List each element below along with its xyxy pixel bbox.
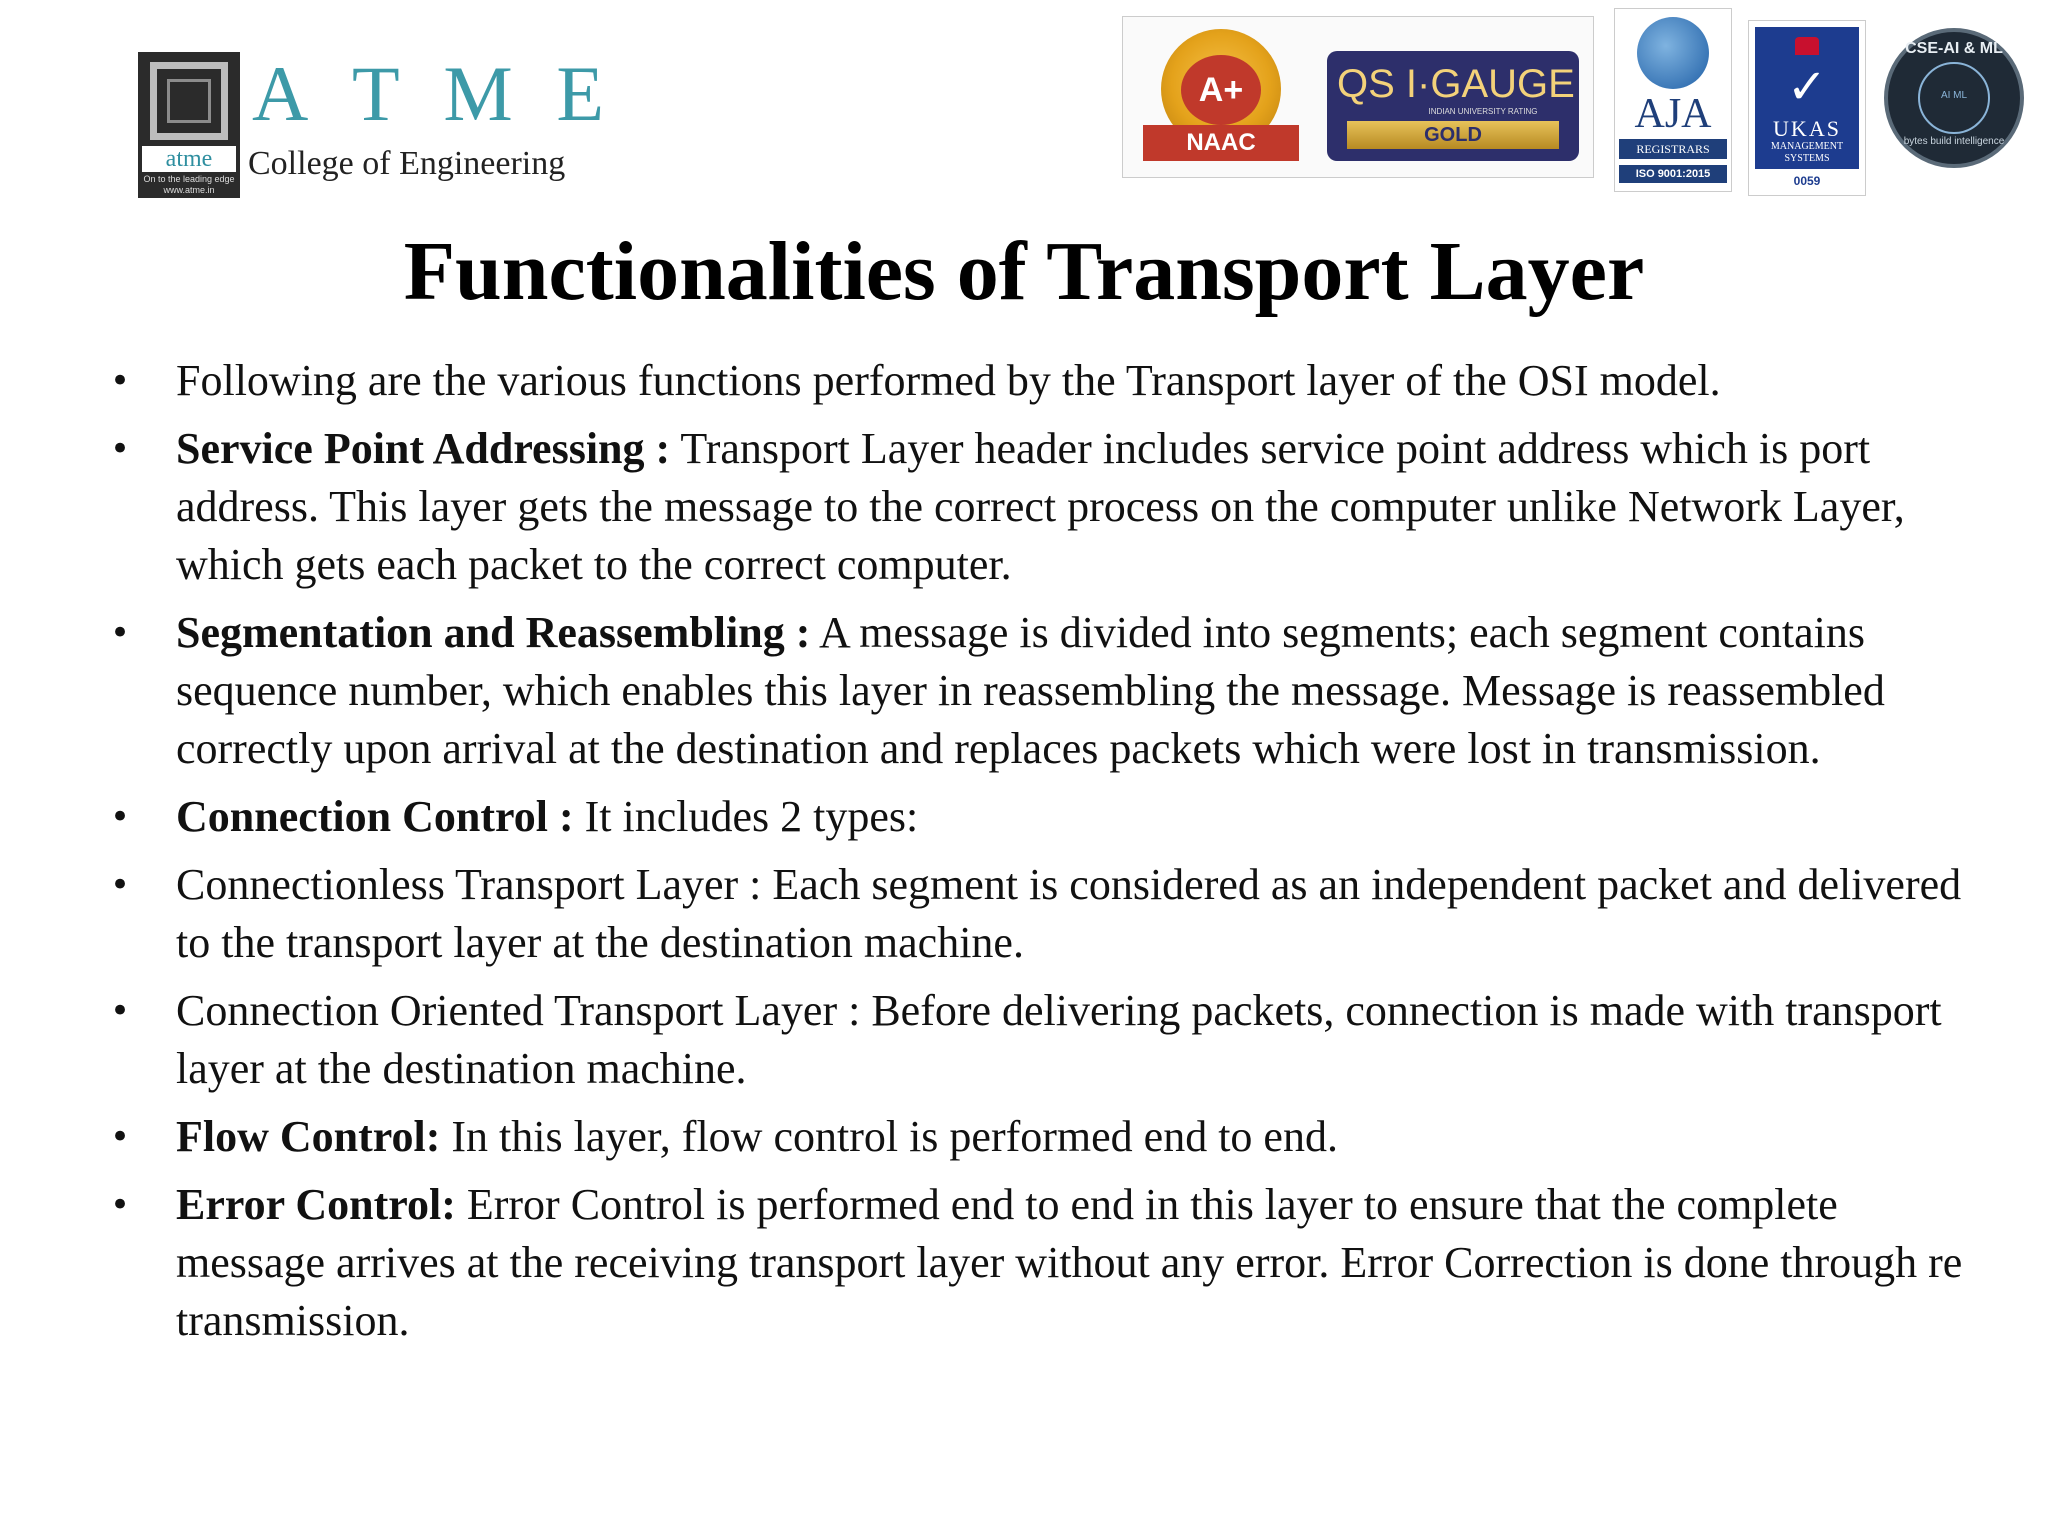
qs-rating: GOLD [1347,121,1559,149]
bullet-text: A message is divided into segments; each segment contains sequence number, which enables this layer in reassembling the message. Message is reassembled correctly upon arrival at the destination and replaces packets which were lost in transmission. [176,608,1885,773]
atme-letter: A [252,50,309,137]
ukas-subtitle: MANAGEMENT SYSTEMS [1770,141,1844,164]
badge-panel [1122,16,1594,178]
ukas-badge [1748,20,1866,196]
bullet-label: Error Control: [176,1180,456,1229]
bullet-icon: • [110,865,131,905]
bullet-icon: • [110,361,131,401]
ukas-number: 0059 [1793,174,1821,188]
accreditation-logos [1122,8,2022,204]
ukas-name: UKAS [1773,116,1841,141]
naac-label: NAAC [1143,125,1299,161]
ukas-panel [1755,27,1859,169]
cse-mid-text: AI ML [1940,90,1968,101]
bullet-item [110,856,1990,972]
bullet-item [110,982,1990,1098]
aja-registrars: REGISTRARS [1619,139,1727,159]
atme-tagline: On to the leading edge www.atme.in [143,174,235,195]
atme-letter: E [556,50,604,137]
bullet-text: Connectionless Transport Layer : Each segment is considered as an independent packet and delivered to the transport layer at the destination machine. [176,860,1962,967]
cse-tagline: bytes build intelligence [1903,136,2005,147]
atme-college-logo [138,50,604,200]
bullet-text: Error Control is performed end to end in this layer to ensure that the complete message arrives at the receiving transport layer without any error. Error Correction is done through re transmission. [176,1180,1963,1345]
crown-icon [1795,37,1819,55]
bullet-icon: • [110,1117,131,1157]
bullet-item [110,420,1990,594]
bullet-icon: • [110,797,131,837]
bullet-text: Connection Oriented Transport Layer : Before delivering packets, connection is made with transport layer at the destination machine. [176,986,1942,1093]
bullet-label: Service Point Addressing : [176,424,671,473]
aja-iso: ISO 9001:2015 [1619,165,1727,183]
bullet-label: Flow Control: [176,1112,441,1161]
bullet-icon: • [110,613,131,653]
atme-wordmark [252,50,604,138]
college-name: College of Engineering [248,145,566,182]
bullet-label: Connection Control : [176,792,574,841]
bullet-item [110,788,1990,846]
qs-subtitle: INDIAN UNIVERSITY RATING [1428,107,1538,116]
bullet-item [110,604,1990,778]
globe-icon [1637,17,1709,89]
square-emblem-icon [150,62,228,140]
qs-igauge-badge [1327,51,1579,161]
atme-letter: M [443,50,513,137]
bullet-icon: • [110,991,131,1031]
aja-name: AJA [1634,91,1712,137]
bullet-text: It includes 2 types: [573,792,919,841]
cse-name: CSE-AI & ML [1905,40,2003,57]
bullet-list [110,352,1990,1360]
bullet-icon: • [110,429,131,469]
atme-emblem-text: atme [142,146,236,172]
slide-title: Functionalities of Transport Layer [403,225,1645,318]
bullet-text: Transport Layer header includes service point address which is port address. This layer gets the message to the correct process on the computer unlike Network Layer, which gets each packet to the correct computer. [176,424,1905,589]
bullet-label: Segmentation and Reassembling : [176,608,811,657]
qs-title: QS I·GAUGE [1337,62,1575,106]
naac-badge [1141,29,1301,165]
bullet-item [110,352,1990,410]
bullet-icon: • [110,1185,131,1225]
checkmark-icon: ✓ [1786,59,1828,115]
aja-badge [1614,8,1732,192]
bullet-text: Following are the various functions performed by the Transport layer of the OSI model. [176,356,1721,405]
cse-aiml-logo [1884,28,2024,168]
atme-letter: T [352,50,400,137]
bullet-item [110,1108,1990,1166]
naac-grade: A+ [1181,55,1261,125]
atme-emblem [138,52,240,198]
bullet-item [110,1176,1990,1350]
bullet-text: In this layer, flow control is performed end to end. [440,1112,1338,1161]
